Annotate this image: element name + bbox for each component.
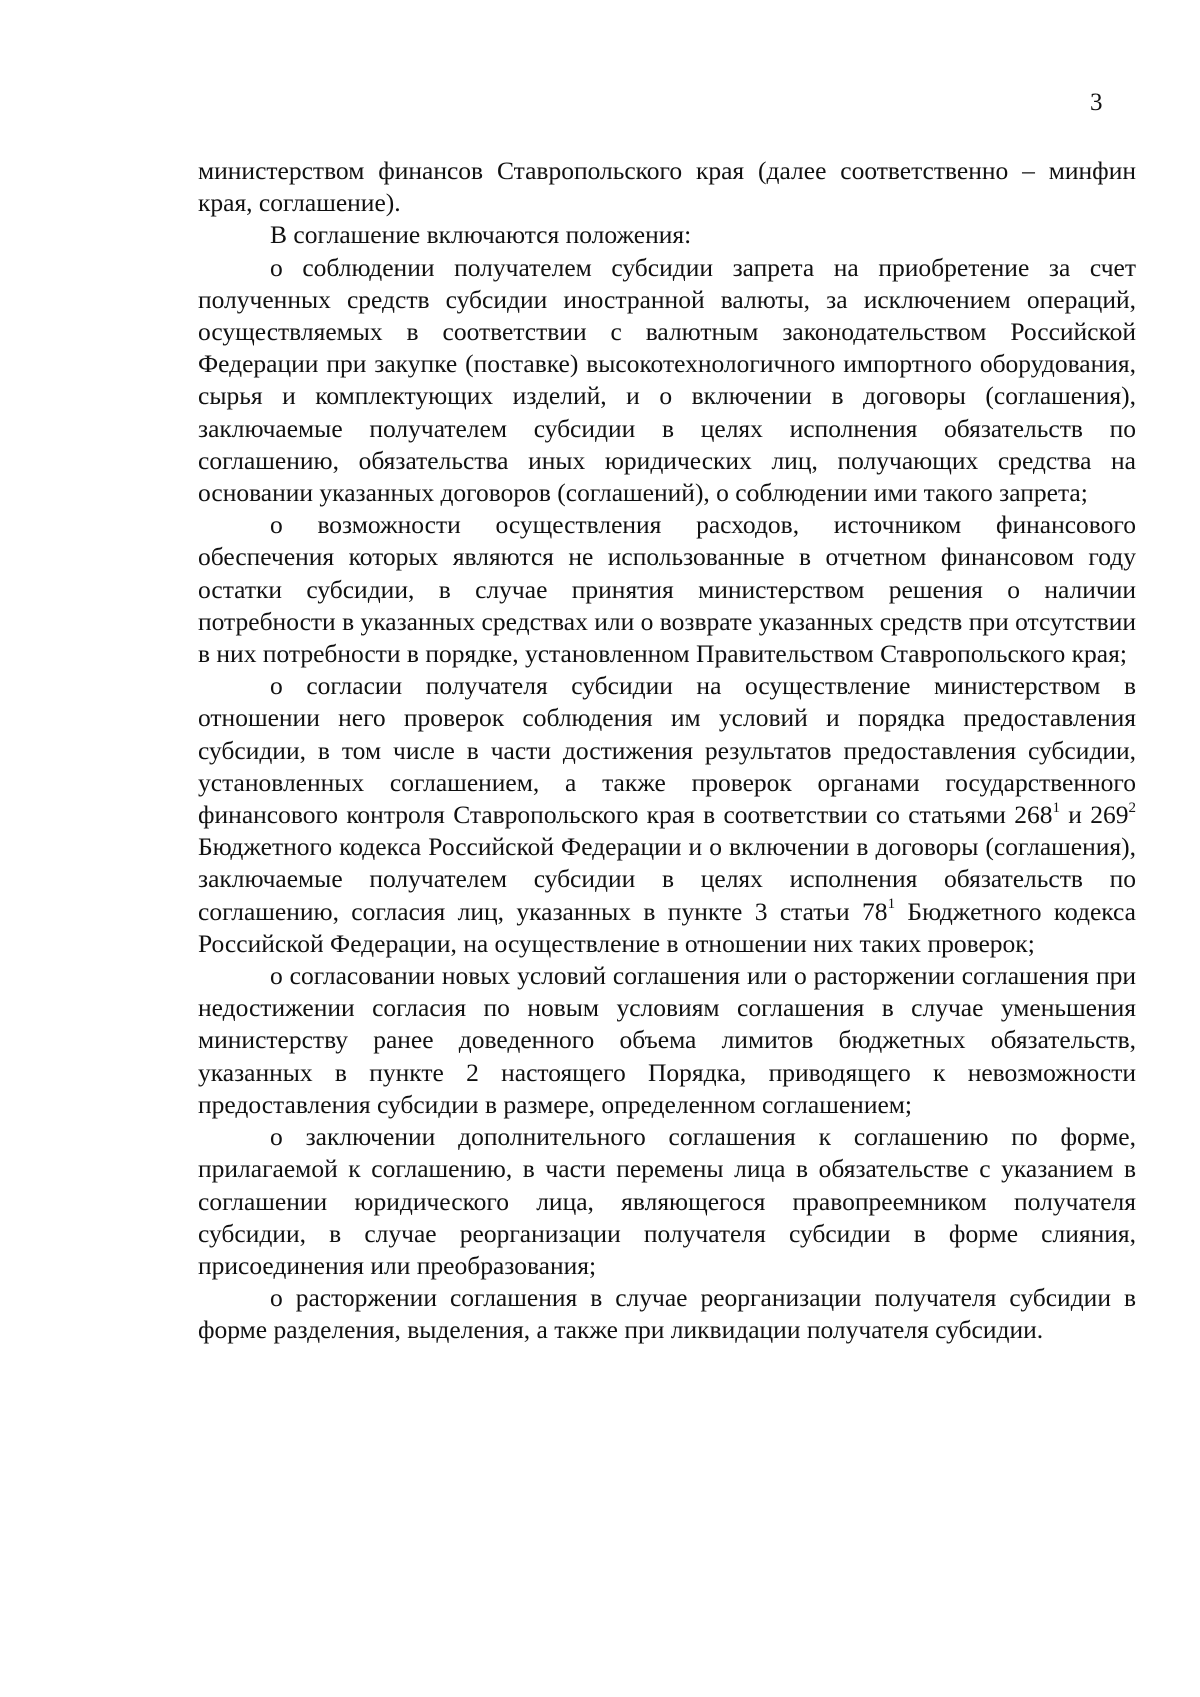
- paragraph-agreement-provisions-intro: В соглашение включаются положения:: [270, 220, 692, 250]
- paragraph-new-conditions: о согласовании новых условий соглашения или о расторжении соглашения при недостижении согласия по новым условиям соглашения в случае уменьшения министерству ранее доведенного объема лимитов бюджетных обязательств, указанных в пункте 2 настоящего Порядка, приводящего к невозможности предоставления субсидии в размере, определенном соглашением;: [198, 961, 1136, 1119]
- page-number: 3: [1090, 89, 1103, 116]
- paragraph-currency-ban: о соблюдении получателем субсидии запрета на приобретение за счет полученных средств субсидии иностранной валюты, за исключением операций, осуществляемых в соответствии с валютным законодательством Российской Федерации при закупке (поставке) высокотехнологичного импортного оборудования, сырья и комплектующих изделий, и о включении в договоры (соглашения), заключаемые получателем субсидии в целях исполнения обязательств по соглашению, обязательства иных юридических лиц, получающих средства на основании указанных договоров (соглашений), о соблюдении ими такого запрета;: [198, 252, 1136, 508]
- superscript-268: 1: [1052, 799, 1060, 816]
- superscript-269: 2: [1128, 799, 1136, 816]
- paragraph-supplementary-agreement: о заключении дополнительного соглашения к соглашению по форме, прилагаемой к соглашению, в части перемены лица в обязательстве с указанием в соглашении юридического лица, являющегося правопреемником получателя субсидии, в случае реорганизации получателя субсидии в форме слияния, присоединения или преобразования;: [198, 1122, 1136, 1280]
- paragraph-unused-balances: о возможности осуществления расходов, источником финансового обеспечения которых являются не использованные в отчетном финансовом году остатки субсидии, в случае принятия министерством решения о наличии потребности в указанных средствах или о возврате указанных средств при отсутствии в них потребности в порядке, установленном Правительством Ставропольского края;: [198, 510, 1136, 669]
- paragraph-termination: о расторжении соглашения в случае реорганизации получателя субсидии в форме разделения, выделения, а также при ликвидации получателя субсидии.: [198, 1283, 1136, 1345]
- document-body: [198, 155, 1136, 1347]
- paragraph-inspection-consent: [198, 670, 1136, 960]
- superscript-78: 1: [887, 896, 896, 913]
- inspection-consent-text-part3: Бюджетного кодекса Российской Федерации и о включении в договоры (соглашения), заключаемые получателем субсидии в целях исполнения обязательств по соглашению, согласия лиц, указанных в пункте 3 статьи 78: [198, 832, 1136, 926]
- inspection-consent-text-part2: и 269: [1059, 800, 1129, 830]
- inspection-consent-text-part4: Бюджетного кодекса Российской Федерации, на осуществление в отношении них таких проверок;: [198, 896, 1136, 958]
- paragraph-continuation: министерством финансов Ставропольского края (далее соответственно – минфин края, соглашение).: [198, 156, 1136, 218]
- inspection-consent-text-part1: о согласии получателя субсидии на осуществление министерством в отношении него проверок соблюдения им условий и порядка предоставления субсидии, в том числе в части достижения результатов предоставления субсидии, установленных соглашением, а также проверок органами государственного финансового контроля Ставропольского края в соответствии со статьями 268: [198, 671, 1136, 830]
